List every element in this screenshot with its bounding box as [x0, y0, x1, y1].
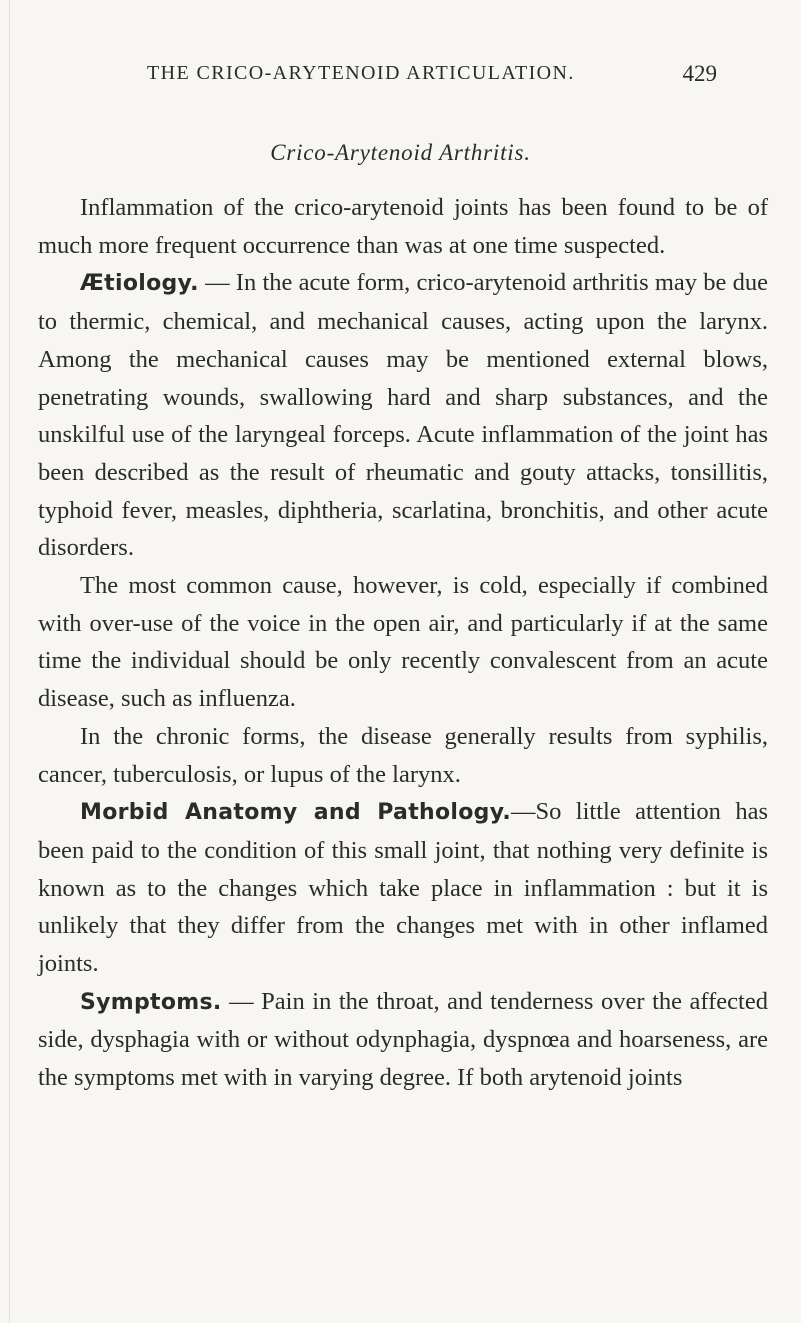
running-head: [147, 62, 717, 94]
section-title: Crico-Arytenoid Arthritis.: [270, 140, 531, 165]
running-head-title: THE CRICO-ARYTENOID ARTICULATION.: [147, 62, 575, 84]
page-number: 429: [682, 61, 717, 86]
paragraph-heading-aetiology: Ætiology.: [80, 271, 199, 297]
paragraph-text: —So little attention has been paid to the condition of this small joint, that nothing very definite is known as to the changes which take place in inflammation : but it is unlikely that they differ from the changes met with in other inflamed joints.: [38, 798, 768, 978]
paragraph-text: In the chronic forms, the disease generally results from syphilis, cancer, tuberculosis, or lupus of the larynx.: [38, 722, 768, 788]
paragraph-heading-symptoms: Symptoms.: [80, 989, 222, 1015]
body-text: [38, 189, 768, 1097]
paragraph-chronic-forms: [38, 718, 768, 793]
paragraph-symptoms: [38, 983, 768, 1097]
page-edge-shadow: [9, 0, 10, 1323]
paragraph-text: — In the acute form, crico-arytenoid arthritis may be due to thermic, chemical, and mechanical causes, acting upon the larynx. Among the mechanical causes may be mentioned external blows, penetrating wounds, swallowing hard and sharp substances, and the unskilful use of the laryngeal forceps. Acute inflammation of the joint has been described as the result of rheumatic and gouty attacks, tonsillitis, typhoid fever, measles, diphtheria, scarlatina, bronchitis, and other acute disorders.: [38, 269, 768, 562]
paragraph-text: Inflammation of the crico-arytenoid joints has been found to be of much more frequent occurrence than was at one time suspected.: [38, 194, 768, 259]
paragraph-aetiology: [38, 264, 768, 567]
paragraph-morbid-anatomy: [38, 793, 768, 983]
paragraph-text: — Pain in the throat, and tenderness over the affected side, dysphagia with or without odynphagia, dyspnœa and hoarseness, are the symptoms met with in varying degree. If both arytenoid joints: [38, 987, 768, 1092]
paragraph-common-cause: [38, 567, 768, 718]
paragraph-heading-morbid-anatomy: Morbid Anatomy and Pathology.: [80, 800, 511, 826]
paragraph-text: The most common cause, however, is cold, especially if combined with over-use of the voice in the open air, and particularly if at the same time the individual should be only recently convalescent from an acute disease, such as influenza.: [38, 572, 768, 713]
paragraph-intro: [38, 189, 768, 264]
